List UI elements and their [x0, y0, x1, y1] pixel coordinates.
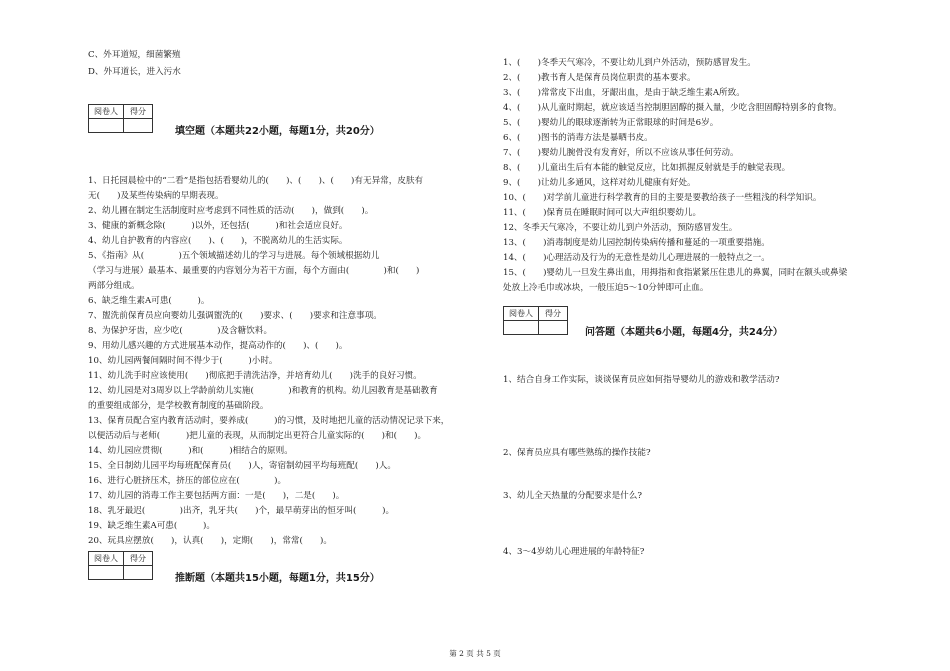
fill-line: 7、盥洗前保育员应向婴幼儿强调盥洗的( )要求、( )要求和注意事项。 — [88, 311, 382, 321]
judge-line: 9、( )让幼儿多通风，这样对幼儿健康有好处。 — [503, 178, 696, 188]
fill-line: 1、日托园晨检中的“二看”是指包括看婴幼儿的( )、( )、( )有无异常，皮肤有 — [88, 176, 424, 186]
qa-question: 2、保育员应具有哪些熟练的操作技能? — [503, 448, 651, 458]
grader-cell — [504, 321, 539, 335]
score-label: 得分 — [124, 105, 153, 119]
grader-label: 阅卷人 — [504, 307, 539, 321]
judge-line: 5、( )婴幼儿的眼球逐渐转为正常眼球的时间是6岁。 — [503, 118, 719, 128]
judge-line: 14、( )心理活动及行为的无意性是幼儿心理进展的一般特点之一。 — [503, 253, 770, 263]
qa-question: 3、幼儿全天热量的分配要求是什么? — [503, 491, 642, 501]
fill-line: 13、保育员配合室内教育活动时，要养成( )的习惯，及时地把儿童的活动情况记录下来， — [88, 416, 450, 426]
fill-line: 以便活动后与老师( )把儿童的表现，从而制定出更符合儿童实际的( )和( )。 — [88, 431, 427, 441]
fill-line: 11、幼儿洗手时应该使用( )彻底把手清洗洁净，并培育幼儿( )洗手的良好习惯。 — [88, 371, 422, 381]
judge-line: 15、( )婴幼儿一旦发生鼻出血，用拇指和食指紧紧压住患儿的鼻翼，同时在额头或鼻梁 — [503, 268, 848, 278]
fill-line: 2、幼儿圃在制定生活制度时应考虑到不同性质的活动( )，做到( )。 — [88, 206, 374, 216]
fill-line: （学习与进展）最基本、最重要的内容划分为若干方面，每个方面由( )和( ) — [88, 266, 420, 276]
judge-line: 3、( )常常皮下出血，牙龈出血，是由于缺乏维生素A所致。 — [503, 88, 745, 98]
grader-cell — [89, 119, 124, 133]
section-title-fill: 填空题（本题共22小题，每题1分，共20分） — [175, 126, 380, 137]
judge-line: 7、( )婴幼儿腕骨没有发育好，所以不应该从事任何劳动。 — [503, 148, 739, 158]
fill-line: 无( )及某些传染病的早期表现。 — [88, 191, 224, 201]
fill-line: 16、进行心脏挤压术，挤压的部位应在( )。 — [88, 476, 287, 486]
section-title-qa: 问答题（本题共6小题，每题4分，共24分） — [585, 327, 783, 338]
judge-line: 13、( )消毒制度是幼儿园控制传染病传播和蔓延的一项重要措施。 — [503, 238, 770, 248]
score-cell — [124, 119, 153, 133]
fill-line: 12、幼儿园是对3周岁以上学龄前幼儿实施( )和教育的机构。幼儿园教育是基础教育 — [88, 386, 438, 396]
grader-label: 阅卷人 — [89, 552, 124, 566]
fill-line: 17、幼儿园的消毒工作主要包括两方面：一是( )，二是( )。 — [88, 491, 345, 501]
grader-label: 阅卷人 — [89, 105, 124, 119]
score-label: 得分 — [124, 552, 153, 566]
score-label: 得分 — [539, 307, 568, 321]
fill-line: 14、幼儿园应贯彻( )和( )相结合的原则。 — [88, 446, 293, 456]
page-footer: 第 2 页 共 5 页 — [449, 649, 501, 658]
score-cell — [539, 321, 568, 335]
score-box-fill — [88, 104, 153, 133]
fill-line: 10、幼儿园两餐间隔时间不得少于( )小时。 — [88, 356, 278, 366]
judge-line: 6、( )图书的消毒方法是暴晒书皮。 — [503, 133, 653, 143]
judge-line: 1、( )冬季天气寒冷，不要让幼儿到户外活动，预防感冒发生。 — [503, 58, 756, 68]
fill-line: 20、玩具应摆放( )，认真( )，定期( )，常常( )。 — [88, 536, 333, 546]
fill-line: 5、《指南》从( )五个领域描述幼儿的学习与进展。每个领域根据幼儿 — [88, 251, 380, 261]
fill-line: 两部分组成。 — [88, 281, 140, 291]
score-cell — [124, 566, 153, 580]
fill-line: 的重要组成部分，是学校教育制度的基础阶段。 — [88, 401, 269, 411]
qa-question: 1、结合自身工作实际，谈谈保育员应如何指导婴幼儿的游戏和教学活动? — [503, 375, 780, 385]
judge-line: 8、( )儿童出生后有本能的触觉反应，比如抓握反射就是手的触觉表现。 — [503, 163, 791, 173]
fill-line: 3、健康的新概念除( )以外，还包括( )和社会适应良好。 — [88, 221, 348, 231]
option-c: C、外耳道短，细菌繁殖 — [88, 50, 181, 60]
judge-line: 11、( )保育员在睡眠时间可以大声组织婴幼儿。 — [503, 208, 702, 218]
fill-line: 18、乳牙最迟( )出齐，乳牙共( )个，最早萌芽出的恒牙叫( )。 — [88, 506, 395, 516]
fill-line: 15、全日制幼儿园平均每班配保育员( )人，寄宿制幼园平均每班配( )人。 — [88, 461, 396, 471]
judge-line: 12、冬季天气寒冷，不要让幼儿到户外活动，预防感冒发生。 — [503, 223, 738, 233]
fill-line: 6、缺乏维生素A可患( )。 — [88, 296, 210, 306]
fill-line: 9、用幼儿感兴趣的方式进展基本动作，提高动作的( )、( )。 — [88, 341, 348, 351]
judge-line: 2、( )教书育人是保育员岗位职责的基本要求。 — [503, 73, 696, 83]
fill-line: 4、幼儿自护教育的内容应( )、( )，不脱离幼儿的生活实际。 — [88, 236, 348, 246]
judge-line: 10、( )对学前儿童进行科学教育的目的主要是要教给孩子一些粗浅的科学知识。 — [503, 193, 822, 203]
score-box-qa — [503, 306, 568, 335]
judge-line: 4、( )从儿童时期起，就应该适当控制胆固醇的摄入量，少吃含胆固醇特别多的食物。 — [503, 103, 842, 113]
grader-cell — [89, 566, 124, 580]
option-d: D、外耳道长，进入污水 — [88, 67, 181, 77]
fill-line: 8、为保护牙齿，应少吃( )及含糖饮料。 — [88, 326, 273, 336]
section-title-judge: 推断题（本题共15小题，每题1分，共15分） — [175, 573, 380, 584]
score-box-judge — [88, 551, 153, 580]
fill-line: 19、缺乏维生素A可患( )。 — [88, 521, 215, 531]
qa-question: 4、3～4岁幼儿心理进展的年龄特征? — [503, 547, 645, 557]
judge-line: 处放上冷毛巾或冰块，一般压迫5～10分钟即可止血。 — [503, 283, 709, 293]
